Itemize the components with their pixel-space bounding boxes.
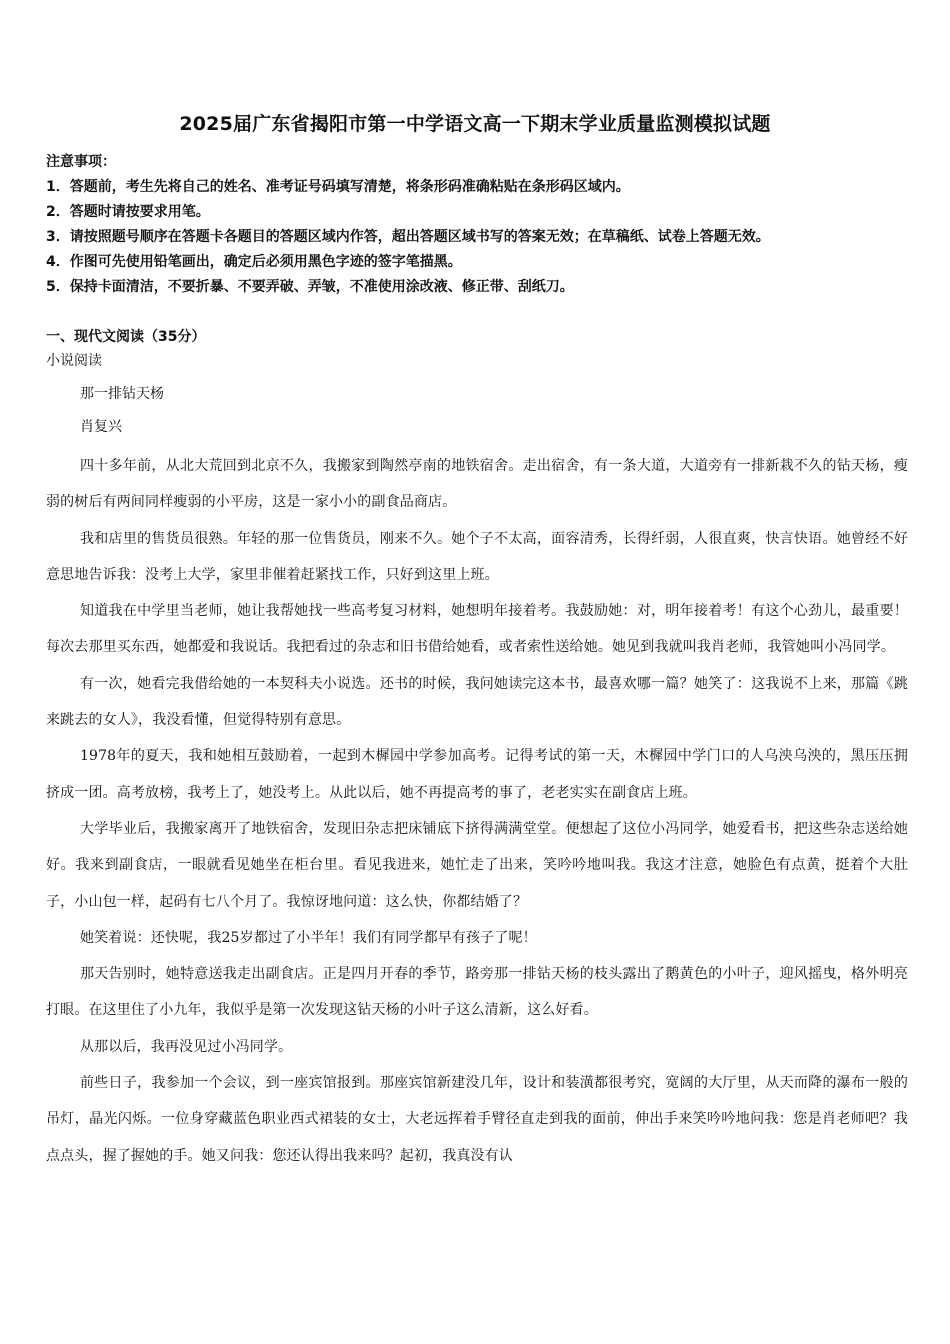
story-paragraph: 有一次，她看完我借给她的一本契科夫小说选。还书的时候，我问她读完这本书，最喜欢哪一篇？她笑了：这我说不上来，那篇《跳来跳去的女人》，我没看懂，但觉得特别有意思。 bbox=[46, 675, 908, 729]
story-paragraph: 那天告别时，她特意送我走出副食店。正是四月开春的季节，路旁那一排钻天杨的枝头露出了鹅黄色的小叶子，迎风摇曳，格外明亮打眼。在这里住了小九年，我似乎是第一次发现这钻天杨的小叶子这么清新，这么好看。 bbox=[46, 966, 908, 1019]
notice-item: 5．保持卡面清洁，不要折暴、不要弄破、弄皱，不准使用涂改液、修正带、刮纸刀。 bbox=[46, 279, 574, 295]
story-paragraph: 四十多年前，从北大荒回到北京不久，我搬家到陶然亭南的地铁宿舍。走出宿舍，有一条大道，大道旁有一排新栽不久的钻天杨，瘦弱的树后有两间同样瘦弱的小平房，这是一家小小的副食品商店。 bbox=[46, 458, 908, 511]
story-paragraph: 她笑着说：还快呢，我25岁都过了小半年！我们有同学都早有孩子了呢！ bbox=[80, 929, 537, 946]
story-paragraph: 1978年的夏天，我和她相互鼓励着，一起到木樨园中学参加高考。记得考试的第一天，木樨园中学门口的人乌泱乌泱的，黑压压拥挤成一团。高考放榜，我考上了，她没考上。从此以后，她不再提高考的事了，老老实实在副食店上班。 bbox=[46, 748, 908, 801]
notice-item: 1．答题前，考生先将自己的姓名、准考证号码填写清楚，将条形码准确粘贴在条形码区域内。 bbox=[46, 179, 630, 195]
exam-title: 2025届广东省揭阳市第一中学语文高一下期末学业质量监测模拟试题 bbox=[179, 113, 771, 135]
notice-item: 4．作图可先使用铅笔画出，确定后必须用黑色字迹的签字笔描黑。 bbox=[46, 254, 462, 270]
story-paragraph: 前些日子，我参加一个会议，到一座宾馆报到。那座宾馆新建没几年，设计和装潢都很考究，宽阔的大厅里，从天而降的瀑布一般的吊灯，晶光闪烁。一位身穿藏蓝色职业西式裙装的女士，大老远挥着手臂径直走到我的面前，伸出手来笑吟吟地问我：您是肖老师吧？我点点头，握了握她的手。她又问我：您还认得出我来吗？起初，我真没有认 bbox=[46, 1075, 908, 1164]
story-paragraph: 大学毕业后，我搬家离开了地铁宿舍，发现旧杂志把床铺底下挤得满满堂堂。便想起了这位小冯同学，她爱看书，把这些杂志送给她好。我来到副食店，一眼就看见她坐在柜台里。看见我进来，她忙走了出来，笑吟吟地叫我。我这才注意，她脸色有点黄，挺着个大肚子，小山包一样，起码有七八个月了。我惊讶地问道：这么快，你都结婚了？ bbox=[46, 820, 908, 910]
section-heading: 一、现代文阅读（35分） bbox=[46, 329, 206, 345]
notice-item: 2．答题时请按要求用笔。 bbox=[46, 204, 210, 220]
story-body bbox=[46, 448, 908, 1174]
story-paragraph: 我和店里的售货员很熟。年轻的那一位售货员，刚来不久。她个子不太高，面容清秀，长得纤弱，人很直爽，快言快语。她曾经不好意思地告诉我：没考上大学，家里非催着赶紧找工作，只好到这里上班。 bbox=[46, 530, 908, 583]
story-paragraph: 知道我在中学里当老师，她让我帮她找一些高考复习材料，她想明年接着考。我鼓励她：对，明年接着考！有这个心劲儿，最重要！每次去那里买东西，她都爱和我说话。我把看过的杂志和旧书借给她看，或者索性送给她。她见到我就叫我肖老师，我管她叫小冯同学。 bbox=[46, 603, 908, 656]
notice-heading: 注意事项： bbox=[46, 154, 116, 170]
section-subheading: 小说阅读 bbox=[46, 353, 102, 369]
notice-block bbox=[46, 150, 916, 300]
notice-item: 3．请按照题号顺序在答题卡各题目的答题区域内作答，超出答题区域书写的答案无效；在草稿纸、试卷上答题无效。 bbox=[46, 229, 770, 245]
story-author: 肖复兴 bbox=[80, 419, 122, 435]
story-title: 那一排钻天杨 bbox=[80, 386, 164, 402]
story-paragraph: 从那以后，我再没见过小冯同学。 bbox=[80, 1038, 293, 1055]
